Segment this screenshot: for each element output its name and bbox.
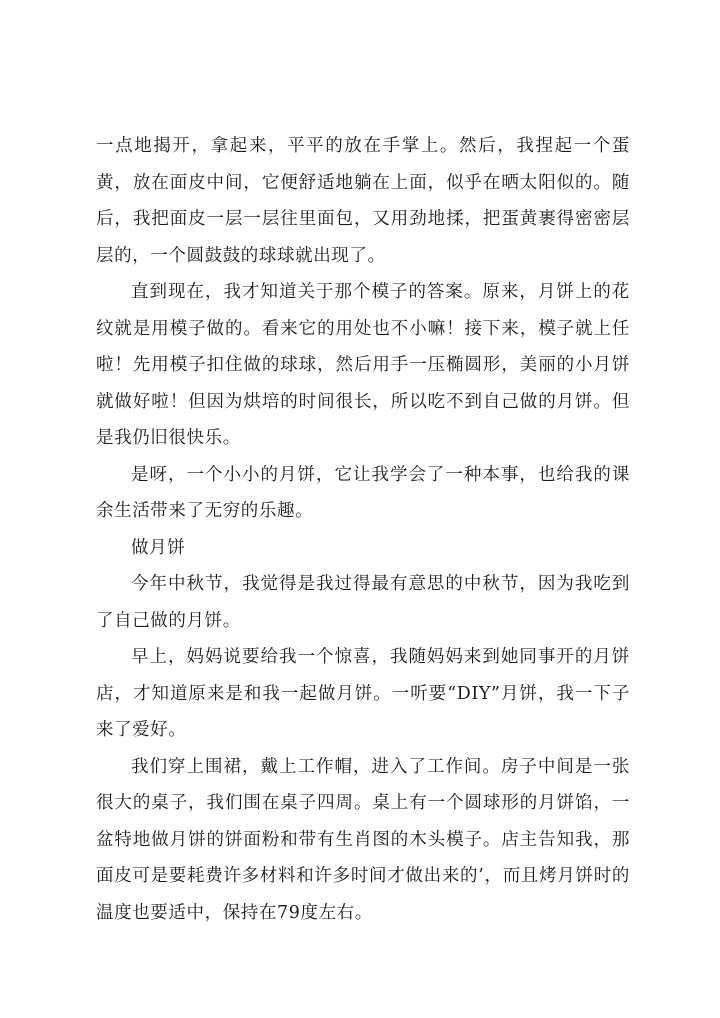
paragraph-1: 一点地揭开，拿起来，平平的放在手掌上。然后，我捏起一个蛋黄，放在面皮中间，它便舒适地躺在上面，似乎在晒太阳似的。随后，我把面皮一层一层往里面包，又用劲地揉，把蛋黄裹得密密层层的，一个圆鼓鼓的球球就出现了。: [96, 136, 630, 266]
paragraph-5: 早上，妈妈说要给我一个惊喜，我随妈妈来到她同事开的月饼店，才知道原来是和我一起做月饼。一听要“DIY”月饼，我一下子来了爱好。: [96, 647, 630, 740]
paragraph-3: 是呀，一个小小的月饼，它让我学会了一种本事，也给我的课余生活带来了无穷的乐趣。: [96, 464, 630, 521]
paragraph-4: 今年中秋节，我觉得是我过得最有意思的中秋节，因为我吃到了自己做的月饼。: [96, 574, 630, 631]
paragraph-2: 直到现在，我才知道关于那个模子的答案。原来，月饼上的花纹就是用模子做的。看来它的用处也不小嘛！接下来，模子就上任啦！先用模子扣住做的球球，然后用手一压椭圆形，美丽的小月饼就做好啦！但因为烘培的时间很长，所以吃不到自己做的月饼。但是我仍旧很快乐。: [96, 282, 630, 448]
paragraph-6: 我们穿上围裙，戴上工作帽，进入了工作间。房子中间是一张很大的桌子，我们围在桌子四周。桌上有一个圆球形的月饼馅，一盆特地做月饼的饼面粉和带有生肖图的木头模子。店主告知我，那面皮可是要耗费许多材料和许多时间才做出来的’，而且烤月饼时的温度也要适中，保持在79度左右。: [96, 756, 630, 923]
section-heading: 做月饼: [131, 537, 186, 558]
